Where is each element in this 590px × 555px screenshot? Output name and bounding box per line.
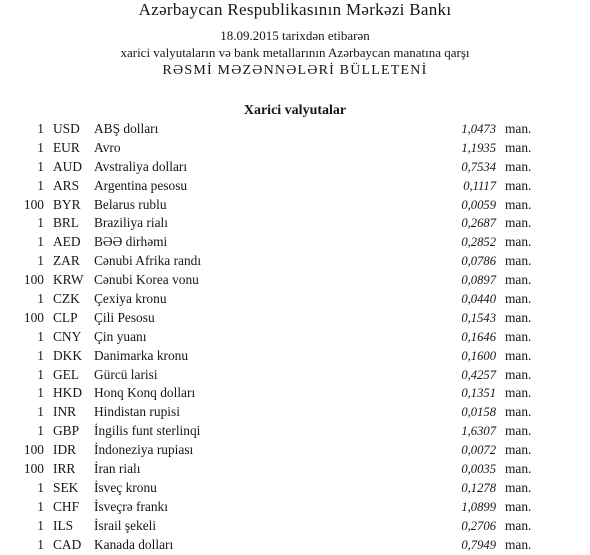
exchange-rate: 0,1600: [461, 348, 496, 363]
currency-row: [0, 536, 590, 555]
currency-code: IDR: [53, 442, 77, 458]
unit-label: man.: [505, 121, 532, 136]
currency-name: Belarus rublu: [94, 196, 167, 212]
exchange-rate: 0,0072: [461, 443, 496, 458]
quantity: 100: [23, 196, 44, 212]
currency-code: BRL: [53, 215, 80, 231]
quantity: 1: [37, 404, 44, 420]
currency-name: İndoneziya rupiası: [94, 442, 194, 458]
currency-name: Cənubi Korea vonu: [94, 272, 199, 288]
currency-row: [0, 384, 590, 403]
currency-name: İngilis funt sterlinqi: [94, 423, 201, 439]
unit-label: man.: [505, 291, 532, 307]
currency-rate-list: [0, 120, 590, 554]
currency-code: CHF: [53, 498, 80, 514]
unit-label: man.: [505, 479, 532, 495]
bulletin-title: RƏSMİ MƏZƏNNƏLƏRİ BÜLLETENİ: [162, 63, 428, 78]
date-line: 18.09.2015 tarixdən etibarən: [220, 28, 370, 43]
currency-name: ABŞ dolları: [94, 121, 159, 136]
currency-name: İran rialı: [94, 461, 141, 477]
currency-row: [0, 233, 590, 252]
quantity: 1: [37, 347, 44, 363]
quantity: 100: [23, 461, 44, 477]
quantity: 1: [37, 328, 44, 344]
unit-label: man.: [505, 196, 532, 212]
currency-code: USD: [53, 121, 80, 136]
currency-row: [0, 252, 590, 271]
currency-name: Argentina pesosu: [94, 177, 188, 193]
currency-row: [0, 441, 590, 460]
quantity: 100: [23, 442, 44, 458]
quantity: 100: [23, 309, 44, 325]
subtitle: xarici valyutaların və bank metallarının Azərbaycan manatına qarşı: [120, 45, 470, 60]
unit-label: man.: [505, 272, 532, 288]
currency-name: Çili Pesosu: [94, 309, 155, 325]
unit-label: man.: [505, 366, 532, 382]
quantity: 1: [37, 479, 44, 495]
currency-row: [0, 214, 590, 233]
exchange-rate: 0,7534: [461, 159, 496, 174]
exchange-rate: 0,1351: [461, 386, 496, 401]
currency-code: AED: [53, 234, 81, 250]
currency-name: Cənubi Afrika randı: [94, 253, 202, 269]
unit-label: man.: [505, 253, 532, 269]
exchange-rate: 0,0440: [461, 292, 496, 307]
quantity: 1: [37, 253, 44, 269]
exchange-rate: 0,0035: [461, 462, 496, 477]
currency-code: KRW: [53, 272, 84, 288]
quantity: 1: [37, 423, 44, 439]
exchange-rate: 0,0158: [461, 405, 496, 420]
currency-name: Danimarka kronu: [94, 347, 189, 363]
currency-name: İsveçrə frankı: [94, 498, 168, 514]
currency-row: [0, 479, 590, 498]
currency-code: HKD: [53, 385, 83, 401]
unit-label: man.: [505, 517, 532, 533]
unit-label: man.: [505, 347, 532, 363]
exchange-rate: 0,1278: [461, 480, 496, 495]
currency-row: [0, 196, 590, 215]
exchange-rate: 1,0899: [461, 499, 496, 514]
currency-row: [0, 422, 590, 441]
quantity: 1: [37, 498, 44, 514]
exchange-rate: 0,1117: [463, 178, 496, 193]
quantity: 1: [37, 291, 44, 307]
quantity: 1: [37, 366, 44, 382]
currency-code: INR: [53, 404, 77, 420]
currency-row: [0, 290, 590, 309]
currency-name: BƏƏ dirhəmi: [94, 234, 168, 250]
currency-name: İsrail şekeli: [94, 517, 157, 533]
exchange-rate: 0,2852: [461, 235, 496, 250]
currency-row: [0, 460, 590, 479]
currency-name: Çin yuanı: [94, 328, 147, 344]
currency-row: [0, 271, 590, 290]
currency-name: Çexiya kronu: [94, 291, 167, 307]
quantity: 1: [37, 177, 44, 193]
currency-name: İsveç kronu: [94, 479, 157, 495]
currency-row: [0, 403, 590, 422]
unit-label: man.: [505, 234, 532, 250]
unit-label: man.: [505, 385, 532, 401]
currency-code: AUD: [53, 158, 83, 174]
currency-name: Braziliya rialı: [94, 215, 168, 231]
currency-row: [0, 309, 590, 328]
bank-name: Azərbaycan Respublikasının Mərkəzi Bankı: [138, 0, 452, 19]
unit-label: man.: [505, 423, 532, 439]
currency-code: CZK: [53, 291, 80, 307]
quantity: 1: [37, 517, 44, 533]
exchange-rate: 0,0059: [461, 197, 496, 212]
currency-code: IRR: [53, 461, 76, 477]
quantity: 1: [37, 234, 44, 250]
currency-code: ARS: [53, 177, 80, 193]
currency-code: ZAR: [53, 253, 80, 269]
currency-code: EUR: [53, 139, 80, 155]
currency-code: CAD: [53, 536, 82, 552]
exchange-rate: 1,1935: [461, 140, 496, 155]
exchange-rate: 0,7949: [461, 537, 496, 552]
currency-row: [0, 328, 590, 347]
currency-code: CNY: [53, 328, 82, 344]
currency-name: Hindistan rupisi: [94, 404, 180, 420]
exchange-rate: 0,0897: [461, 273, 496, 288]
currency-code: BYR: [53, 196, 81, 212]
currency-row: [0, 517, 590, 536]
unit-label: man.: [505, 442, 532, 458]
unit-label: man.: [505, 328, 532, 344]
quantity: 1: [37, 121, 44, 136]
currency-code: CLP: [53, 309, 78, 325]
unit-label: man.: [505, 177, 532, 193]
unit-label: man.: [505, 404, 532, 420]
currency-name: Gürcü larisi: [94, 366, 158, 382]
currency-row: [0, 366, 590, 385]
unit-label: man.: [505, 536, 532, 552]
currency-code: SEK: [53, 479, 79, 495]
currency-row: [0, 347, 590, 366]
unit-label: man.: [505, 158, 532, 174]
exchange-rate: 1,0473: [461, 122, 496, 136]
exchange-rate: 0,4257: [461, 367, 496, 382]
currency-name: Honq Konq dolları: [94, 385, 196, 401]
unit-label: man.: [505, 309, 532, 325]
unit-label: man.: [505, 461, 532, 477]
exchange-rate: 0,0786: [461, 254, 496, 269]
exchange-rate: 0,2687: [461, 216, 496, 231]
currency-name: Avro: [94, 139, 121, 155]
currency-row: [0, 177, 590, 196]
exchange-rate: 0,1543: [461, 310, 496, 325]
currency-code: ILS: [53, 517, 74, 533]
currency-row: [0, 139, 590, 158]
quantity: 1: [37, 385, 44, 401]
quantity: 1: [37, 139, 44, 155]
quantity: 1: [37, 158, 44, 174]
exchange-rate: 0,1646: [461, 329, 496, 344]
unit-label: man.: [505, 215, 532, 231]
currency-row: [0, 120, 590, 139]
currency-code: DKK: [53, 347, 83, 363]
currency-row: [0, 158, 590, 177]
currency-name: Kanada dolları: [94, 536, 174, 552]
unit-label: man.: [505, 498, 532, 514]
quantity: 1: [37, 215, 44, 231]
quantity: 100: [23, 272, 44, 288]
currency-code: GEL: [53, 366, 80, 382]
currency-code: GBP: [53, 423, 80, 439]
unit-label: man.: [505, 139, 532, 155]
currency-row: [0, 498, 590, 517]
section-title: Xarici valyutalar: [243, 103, 347, 118]
quantity: 1: [37, 536, 44, 552]
currency-name: Avstraliya dolları: [94, 158, 188, 174]
exchange-rate: 1,6307: [461, 424, 496, 439]
exchange-rate: 0,2706: [461, 518, 496, 533]
